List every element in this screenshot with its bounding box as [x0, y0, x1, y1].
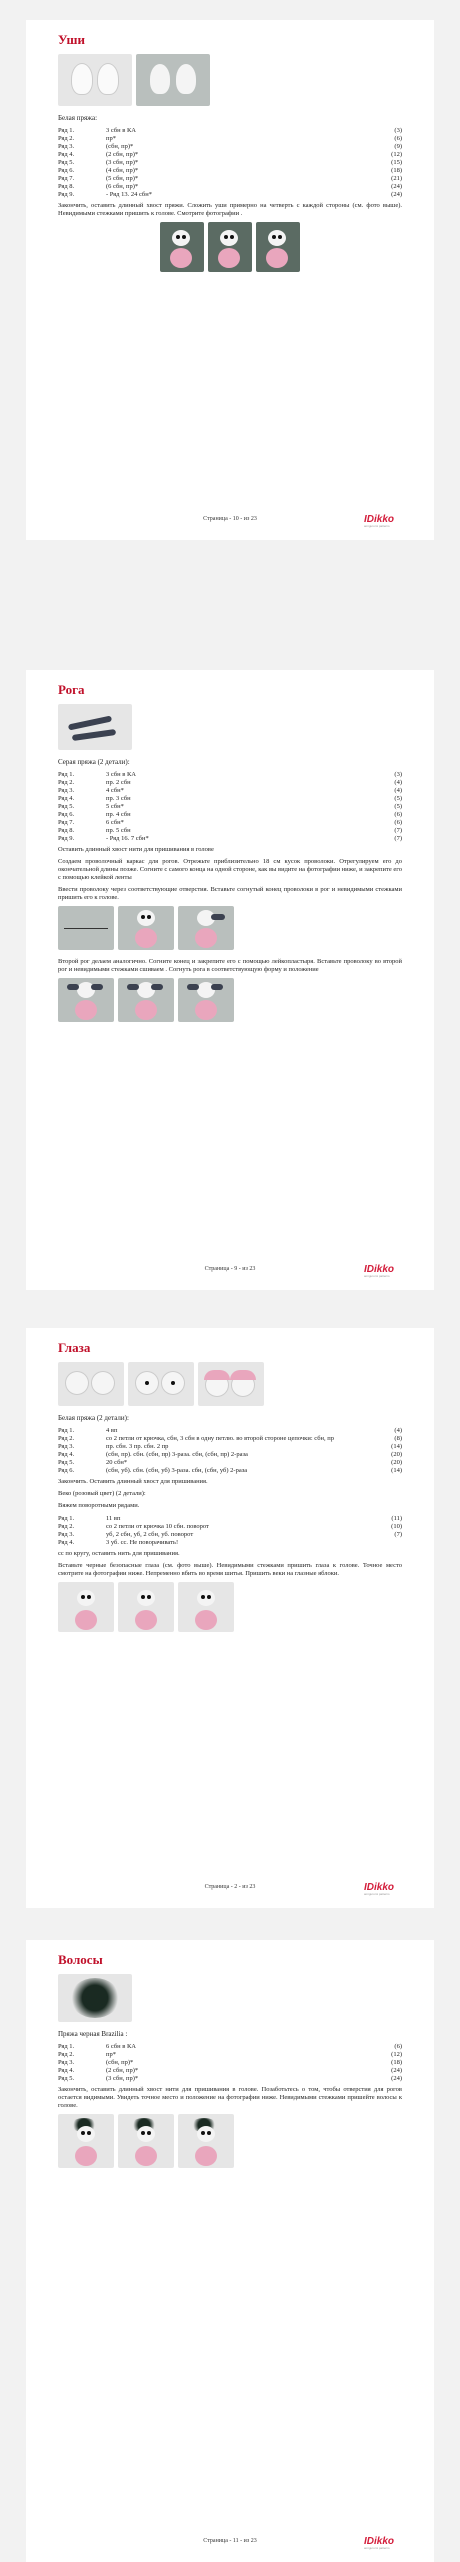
eyes-result-photo-2: [118, 1582, 174, 1632]
section-title-horns: Рога: [58, 682, 85, 697]
page-number-eyes: Страница - 2 - из 23: [204, 1884, 256, 1890]
pattern-row: [58, 1530, 402, 1538]
page-number-hair: Страница - 11 - из 23: [203, 2538, 257, 2544]
row-count: (12): [391, 150, 402, 158]
row-number: Ряд 2.: [58, 1434, 75, 1442]
ears-result-photo-1: [160, 222, 204, 272]
pattern-row: [58, 126, 402, 134]
pattern-row: [58, 818, 402, 826]
ears-photo-1: [58, 54, 132, 106]
ears-result-photo-3: [256, 222, 300, 272]
eyes-photo-3: [198, 1362, 264, 1406]
row-number: Ряд 4.: [58, 794, 75, 802]
pattern-row: [58, 778, 402, 786]
row-instruction: (3 сбн, пр)*: [106, 2074, 139, 2082]
pattern-row: [58, 786, 402, 794]
row-instruction: (сбн, пр)*: [106, 142, 134, 150]
hair-result-photo-1: [58, 2114, 114, 2168]
eyes-photo-2: [128, 1362, 194, 1406]
row-instruction: со 2 петли от крючка, сбн, 3 сбн в одну петлю. во второй стороне цепочки: сбн, пр: [106, 1434, 334, 1442]
row-count: (14): [391, 1442, 402, 1450]
pattern-row: [58, 150, 402, 158]
row-count: (6): [394, 818, 402, 826]
pattern-row: [58, 1458, 402, 1466]
row-instruction: 4 вп: [106, 1426, 118, 1434]
row-instruction: пр. сбн. 3 пр. сбн. 2 пр: [106, 1442, 169, 1450]
pattern-row: [58, 1514, 402, 1522]
horns-result-photo-1: [58, 978, 114, 1022]
row-number: Ряд 5.: [58, 802, 75, 810]
pattern-row: [58, 174, 402, 182]
pattern-row: [58, 1434, 402, 1442]
horns-process-photo-2: [118, 906, 174, 950]
row-instruction: 3 сбн в КА: [106, 126, 136, 134]
row-count: (24): [391, 2066, 402, 2074]
row-count: (20): [391, 1458, 402, 1466]
row-instruction: (сбн, пр). сбн. (сбн, пр) 3-раза. сбн, (сбн, пр) 2-раза: [106, 1450, 248, 1458]
row-number: Ряд 3.: [58, 2058, 75, 2066]
eyes-yarn-label: Белая пряжа (2 детали):: [58, 1414, 129, 1422]
row-number: Ряд 7.: [58, 818, 75, 826]
row-number: Ряд 3.: [58, 1530, 75, 1538]
row-count: (12): [391, 2050, 402, 2058]
row-number: Ряд 6.: [58, 166, 75, 174]
ears-result-photo-2: [208, 222, 252, 272]
row-instruction: 6 сбн*: [106, 818, 124, 826]
row-number: Ряд 9.: [58, 834, 75, 842]
pattern-row: [58, 166, 402, 174]
eyes-text-1: Закончить. Оставить длинный хвост для пришивания.: [58, 1478, 208, 1485]
row-number: Ряд 4.: [58, 1538, 75, 1546]
horns-result-photo-2: [118, 978, 174, 1022]
row-instruction: пр. 5 сбн: [106, 826, 131, 834]
page-number-horns: Страница - 9 - из 23: [204, 1266, 256, 1272]
row-instruction: 3 сбн в КА: [106, 770, 136, 778]
row-instruction: пр*: [106, 134, 116, 142]
horns-process-photos: [58, 906, 402, 950]
horns-result-photo-3: [178, 978, 234, 1022]
pattern-row: [58, 190, 402, 198]
pattern-row: [58, 1538, 402, 1546]
pattern-row: [58, 802, 402, 810]
eyes-photos: [58, 1362, 402, 1406]
row-instruction: (3 сбн, пр)*: [106, 158, 139, 166]
row-number: Ряд 9.: [58, 190, 75, 198]
row-count: (18): [391, 2058, 402, 2066]
hair-rows-table: [58, 2042, 402, 2082]
hair-result-photo-3: [178, 2114, 234, 2168]
row-instruction: - Ряд 13. 24 сбн*: [106, 190, 152, 198]
row-count: (4): [394, 1426, 402, 1434]
row-count: (24): [391, 182, 402, 190]
row-number: Ряд 1.: [58, 2042, 75, 2050]
row-number: Ряд 1.: [58, 1514, 75, 1522]
hair-yarn-label: Пряжа черная Brazilia :: [58, 2030, 128, 2038]
pattern-row: [58, 182, 402, 190]
page-eyes: [26, 1328, 434, 1908]
row-count: (18): [391, 166, 402, 174]
brand-logo: IDikko amigurumi patterns: [363, 1264, 394, 1278]
row-count: (20): [391, 1450, 402, 1458]
row-count: (24): [391, 2074, 402, 2082]
row-instruction: пр. 2 сбн: [106, 778, 131, 786]
row-count: (6): [394, 134, 402, 142]
eyes-result-photo-3: [178, 1582, 234, 1632]
page-hair: [26, 1940, 434, 2562]
row-instruction: (сбн, уб). сбн. (сбн, уб) 3-раза. сбн, (сбн, уб) 2-раза: [106, 1466, 248, 1474]
horns-text-3: Ввести проволоку через соответствующие отверстия. Вставьте согнутый конец проволоки в рог и невидимыми стежками пришить его к голове.: [58, 886, 402, 901]
eyes-result-photos: [58, 1582, 402, 1632]
row-instruction: со 2 петли от крючка 10 сбн. поворот: [106, 1522, 209, 1530]
pattern-row: [58, 1522, 402, 1530]
ears-photos: [58, 54, 402, 106]
row-number: Ряд 4.: [58, 2066, 75, 2074]
row-count: (6): [394, 2042, 402, 2050]
ears-result-photos: [58, 222, 402, 272]
section-title-hair: Волосы: [58, 1952, 103, 1967]
brand-logo: IDikko amigurumi patterns: [363, 2536, 394, 2550]
horns-yarn-label: Серая пряжа (2 детали):: [58, 758, 130, 766]
row-instruction: (сбн, пр)*: [106, 2058, 134, 2066]
row-instruction: 3 уб. сс. Не поворачивать!: [106, 1538, 179, 1546]
hair-photo: [58, 1974, 132, 2022]
row-count: (7): [394, 834, 402, 842]
pattern-row: [58, 158, 402, 166]
horns-process-photo-3: [178, 906, 234, 950]
horns-photo: [58, 704, 132, 750]
ears-photo-2: [136, 54, 210, 106]
section-title-eyes: Глаза: [58, 1340, 91, 1355]
row-number: Ряд 5.: [58, 1458, 75, 1466]
row-number: Ряд 3.: [58, 142, 75, 150]
pattern-row: [58, 142, 402, 150]
row-instruction: 11 вп: [106, 1514, 121, 1522]
pattern-row: [58, 2058, 402, 2066]
hair-photos: [58, 1974, 402, 2022]
row-instruction: пр. 4 сбн: [106, 810, 131, 818]
row-number: Ряд 2.: [58, 1522, 75, 1530]
row-number: Ряд 4.: [58, 1450, 75, 1458]
pattern-row: [58, 1450, 402, 1458]
pattern-row: [58, 1466, 402, 1474]
horns-text-2: Создаем проволочный каркас для рогов. Отрежьте приблизительно 18 см кусок проволоки. Отрегулируем его до окончательной длины позже. Согните с самого конца на одной стороне, как вы видите на фотографии ниже, и закрепите его с помощью клейкой ленты: [58, 858, 402, 881]
page-ears: [26, 20, 434, 540]
pattern-row: [58, 134, 402, 142]
row-instruction: 20 сбн*: [106, 1458, 128, 1466]
row-count: (11): [391, 1514, 402, 1522]
row-count: (5): [394, 794, 402, 802]
row-count: (6): [394, 810, 402, 818]
eyes-text-2: сс по кругу, оставить нить для пришивания.: [58, 1550, 180, 1557]
pattern-row: [58, 770, 402, 778]
eyes-rows-table: [58, 1426, 402, 1474]
row-count: (9): [394, 142, 402, 150]
pattern-row: [58, 2042, 402, 2050]
pattern-row: [58, 2066, 402, 2074]
horns-rows-table: [58, 770, 402, 842]
row-instruction: уб, 2 сбн, уб, 2 сбн, уб. поворот: [106, 1530, 194, 1538]
hair-instructions: Закончить, оставить длинный хвост нити для пришивания в голове. Позаботьтесь о том, чтобы отверстия для рогов остается видимыми. Увидеть точное место и положение на фотографии ниже. Невидимыми стежками пришейте волосы к голове.: [58, 2086, 402, 2109]
row-count: (4): [394, 778, 402, 786]
row-instruction: (6 сбн, пр)*: [106, 182, 139, 190]
row-instruction: (2 сбн, пр)*: [106, 150, 139, 158]
ears-rows-table: [58, 126, 402, 198]
row-number: Ряд 1.: [58, 1426, 75, 1434]
eyelid-note: Вяжем поворотными рядами.: [58, 1502, 140, 1509]
pattern-row: [58, 2050, 402, 2058]
row-instruction: (5 сбн, пр)*: [106, 174, 139, 182]
ears-instructions: Закончить, оставить длинный хвост пряжи. Сложить уши примерно на четверть с каждой стороны (см. фото выше). Невидимыми стежками пришить к голове. Смотрите фотографии .: [58, 202, 402, 217]
eyelid-label: Веко (розовый цвет) (2 детали):: [58, 1490, 146, 1497]
row-instruction: пр*: [106, 2050, 116, 2058]
row-count: (24): [391, 190, 402, 198]
horns-photos: [58, 704, 402, 750]
horns-text-1: Оставить длинный хвост нити для пришивания в голове: [58, 846, 214, 853]
pattern-row: [58, 794, 402, 802]
row-number: Ряд 7.: [58, 174, 75, 182]
eyelid-rows-table: [58, 1514, 402, 1546]
row-instruction: - Ряд 16. 7 сбн*: [106, 834, 149, 842]
row-count: (21): [391, 174, 402, 182]
row-instruction: пр. 3 сбн: [106, 794, 131, 802]
row-number: Ряд 2.: [58, 2050, 75, 2058]
row-count: (3): [394, 770, 402, 778]
horns-process-photo-1: [58, 906, 114, 950]
brand-logo: IDikko amigurumi patterns: [363, 514, 394, 528]
row-number: Ряд 5.: [58, 2074, 75, 2082]
brand-logo: IDikko amigurumi patterns: [363, 1882, 394, 1896]
row-count: (8): [394, 1434, 402, 1442]
pattern-row: [58, 826, 402, 834]
row-instruction: 6 сбн в КА: [106, 2042, 136, 2050]
ears-yarn-label: Белая пряжа:: [58, 114, 98, 122]
row-number: Ряд 8.: [58, 182, 75, 190]
row-count: (14): [391, 1466, 402, 1474]
row-instruction: (2 сбн, пр)*: [106, 2066, 139, 2074]
row-count: (5): [394, 802, 402, 810]
row-count: (3): [394, 126, 402, 134]
row-number: Ряд 6.: [58, 1466, 75, 1474]
row-count: (7): [394, 826, 402, 834]
pattern-row: [58, 810, 402, 818]
row-number: Ряд 4.: [58, 150, 75, 158]
row-instruction: 5 сбн*: [106, 802, 124, 810]
row-instruction: 4 сбн*: [106, 786, 124, 794]
row-count: (15): [391, 158, 402, 166]
row-instruction: (4 сбн, пр)*: [106, 166, 139, 174]
row-number: Ряд 5.: [58, 158, 75, 166]
section-title-ears: Уши: [58, 32, 85, 47]
row-number: Ряд 6.: [58, 810, 75, 818]
row-number: Ряд 8.: [58, 826, 75, 834]
row-number: Ряд 3.: [58, 1442, 75, 1450]
row-count: (10): [391, 1522, 402, 1530]
eyes-photo-1: [58, 1362, 124, 1406]
row-number: Ряд 2.: [58, 778, 75, 786]
pattern-row: [58, 1442, 402, 1450]
pattern-row: [58, 1426, 402, 1434]
pattern-row: [58, 834, 402, 842]
page-number-ears: Страница - 10 - из 23: [203, 516, 257, 522]
row-count: (7): [394, 1530, 402, 1538]
row-number: Ряд 1.: [58, 770, 75, 778]
row-number: Ряд 3.: [58, 786, 75, 794]
horns-text-4: Второй рог делаем аналогично. Согните конец и закрепите его с помощью лейкопластыря. Вставьте проволоку во второй рог и невидимыми стежками сшиваем . Согнуть рога в соответствующую форму и положение: [58, 958, 402, 973]
row-number: Ряд 1.: [58, 126, 75, 134]
row-number: Ряд 2.: [58, 134, 75, 142]
horns-result-photos: [58, 978, 402, 1022]
row-count: (4): [394, 786, 402, 794]
page-horns: [26, 670, 434, 1290]
pattern-row: [58, 2074, 402, 2082]
eyes-text-3: Вставьте черные безопасные глаза (см. фото выше). Невидимыми стежками пришить глаза к голове. Точное место смотрите на фотографии ниже. Непременно вбить во время шитья. Пришить веки на глазные яблоки.: [58, 1562, 402, 1577]
eyes-result-photo-1: [58, 1582, 114, 1632]
row-count: [372, 1538, 402, 1546]
hair-result-photos: [58, 2114, 402, 2168]
hair-result-photo-2: [118, 2114, 174, 2168]
